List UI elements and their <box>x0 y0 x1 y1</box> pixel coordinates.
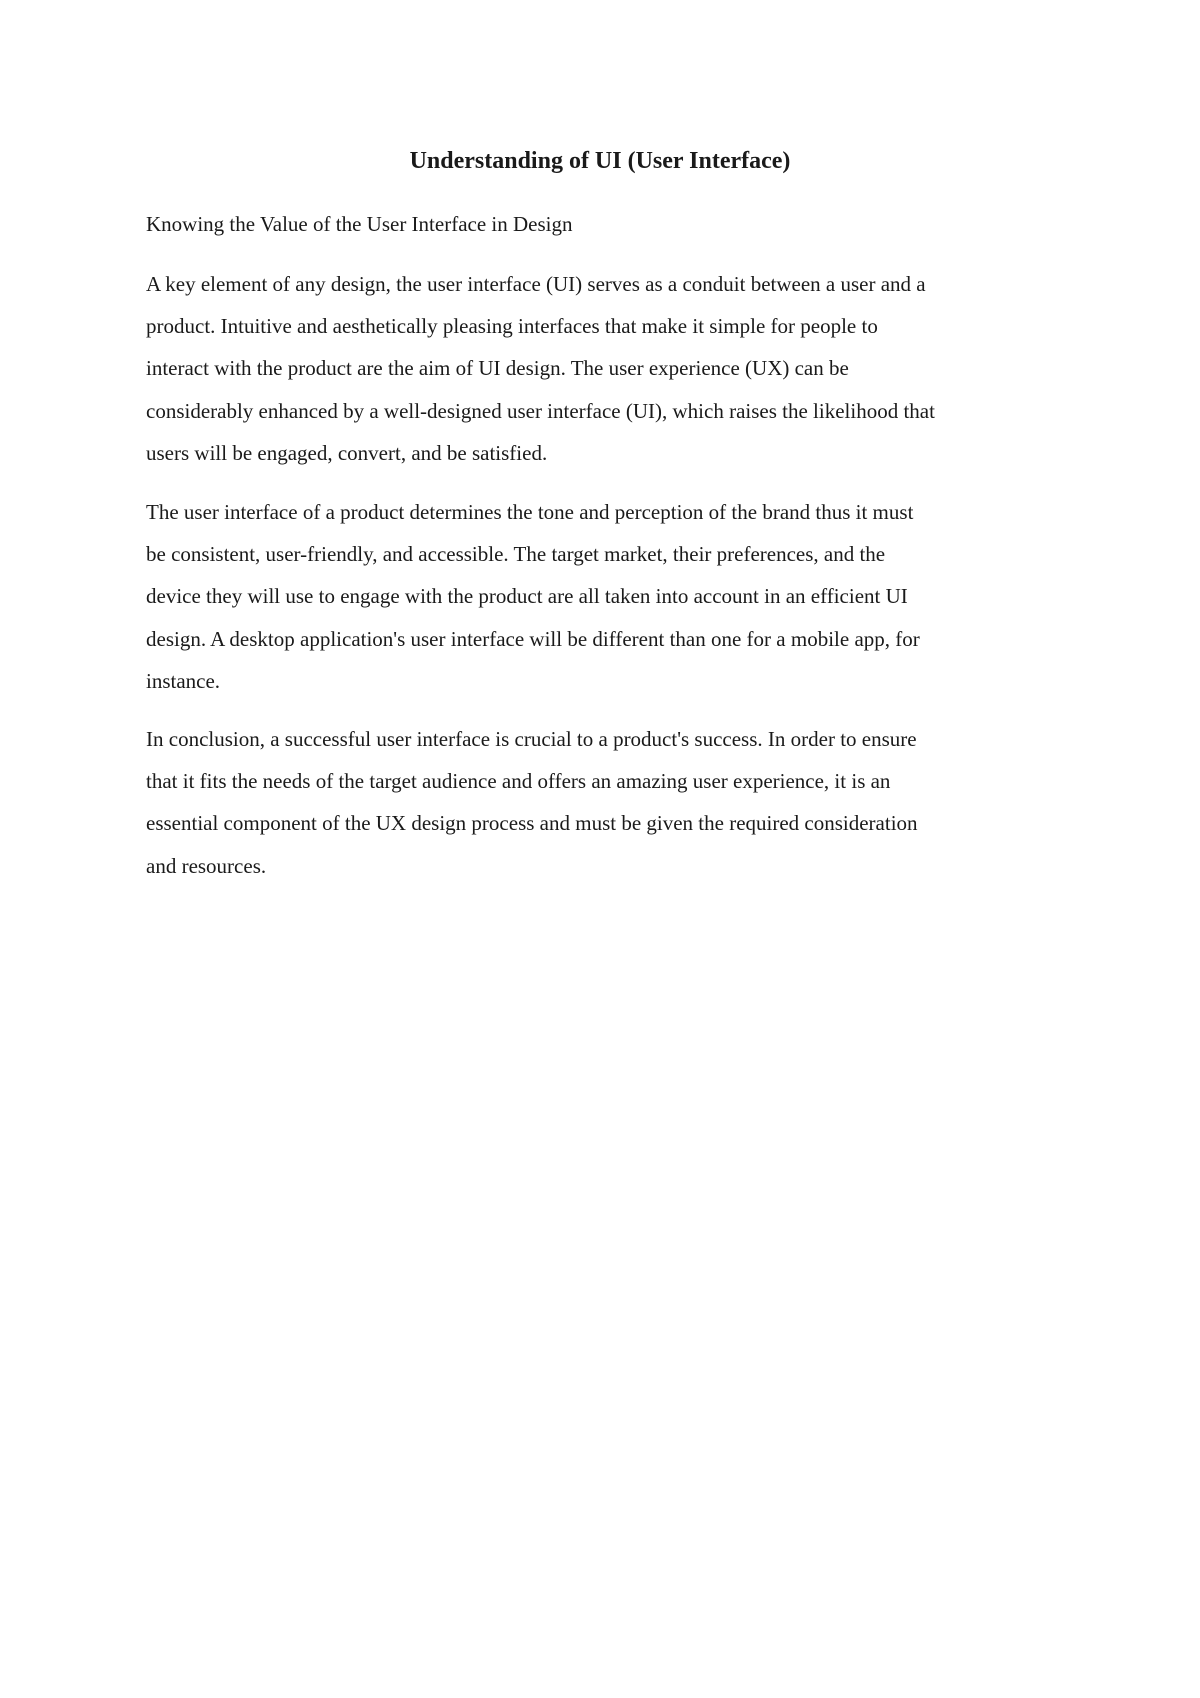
paragraph-line: that it fits the needs of the target audience and offers an amazing user experience, it is an <box>146 769 891 794</box>
paragraph-line: essential component of the UX design process and must be given the required consideration <box>146 811 918 836</box>
paragraph-line: and resources. <box>146 853 267 878</box>
paragraph-line: The user interface of a product determines the tone and perception of the brand thus it must <box>146 500 914 524</box>
document-subtitle: Knowing the Value of the User Interface in Design <box>146 212 573 236</box>
paragraph-line: users will be engaged, convert, and be satisfied. <box>146 440 548 465</box>
paragraph-line: interact with the product are the aim of UI design. The user experience (UX) can be <box>146 356 849 381</box>
paragraph-line: design. A desktop application's user interface will be different than one for a mobile app, for <box>146 626 920 651</box>
paragraph-intro <box>146 263 1066 474</box>
paragraph-line: be consistent, user-friendly, and accessible. The target market, their preferences, and the <box>146 542 886 567</box>
paragraph-line: A key element of any design, the user interface (UI) serves as a conduit between a user and a <box>146 272 926 296</box>
paragraph-line: In conclusion, a successful user interface is crucial to a product's success. In order to ensure <box>146 727 917 751</box>
paragraph-conclusion <box>146 718 1066 887</box>
document-title: Understanding of UI (User Interface) <box>409 148 791 174</box>
paragraph-line: considerably enhanced by a well-designed user interface (UI), which raises the likelihood that <box>146 398 935 423</box>
paragraph-line: device they will use to engage with the product are all taken into account in an efficient UI <box>146 584 908 609</box>
paragraph-brand <box>146 491 1066 702</box>
paragraph-line: product. Intuitive and aesthetically pleasing interfaces that make it simple for people to <box>146 314 878 339</box>
paragraph-line: instance. <box>146 668 221 693</box>
